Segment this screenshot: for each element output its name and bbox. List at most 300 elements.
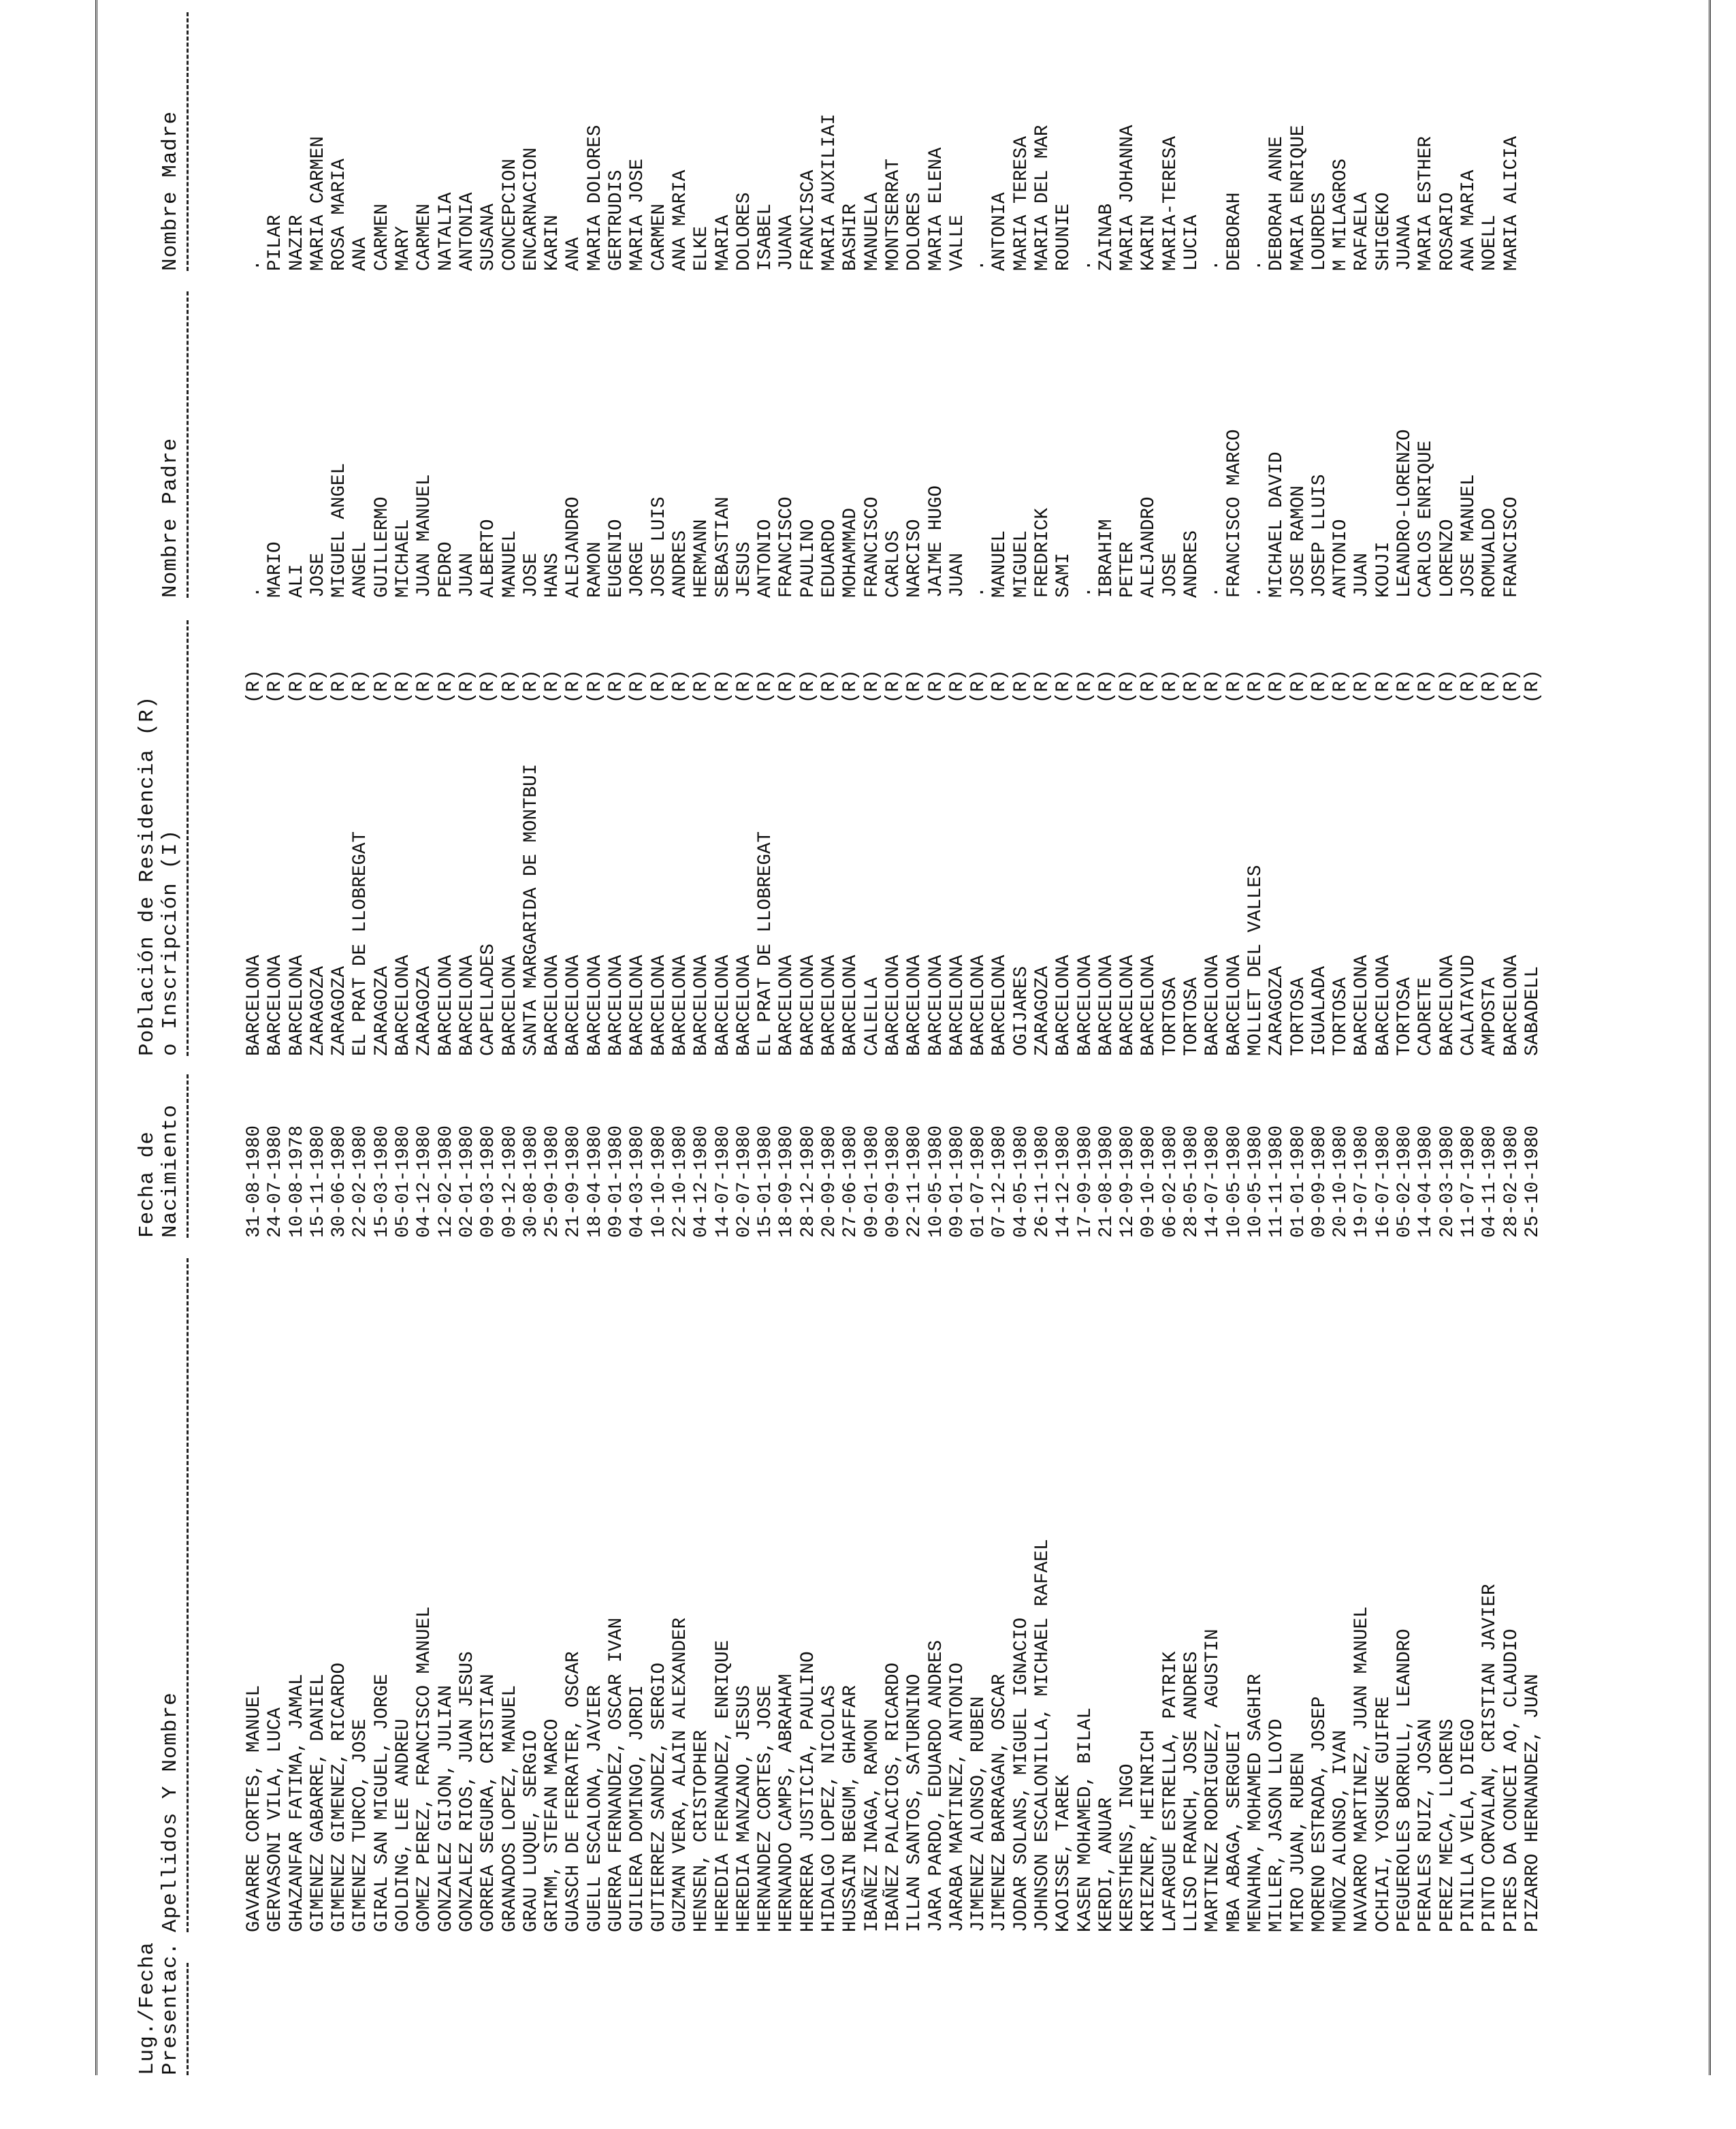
poblacion-cell: BARCELONA [989,955,1011,1056]
apellidos-nombre-cell: GIMENEZ GIMENEZ, RICARDO [329,1662,351,1932]
fecha-nacimiento-cell: 09-12-1980 [499,1125,521,1238]
poblacion-cell: BARCELONA [648,955,670,1056]
fecha-nacimiento-cell: 20-03-1980 [1436,1125,1458,1238]
nombre-madre-cell: ENCARNACION [520,147,542,271]
poblacion-cell: TORTOSA [1159,977,1181,1056]
poblacion-cell: ZARAGOZA [329,965,351,1056]
apellidos-nombre-cell: ILLAN SANTOS, SATURNINO [904,1674,926,1932]
poblacion-cell: BARCELONA [1351,955,1373,1056]
fecha-nacimiento-cell: 04-11-1980 [1479,1125,1501,1238]
poblacion-cell: BARCELONA [456,955,478,1056]
table-row [308,0,329,2075]
table-row [670,0,691,2075]
fecha-nacimiento-cell: 20-10-1980 [1330,1125,1352,1238]
table-row [1245,0,1266,2075]
fecha-nacimiento-cell: 30-08-1980 [520,1125,542,1238]
poblacion-cell: BARCELONA [1095,955,1117,1056]
apellidos-nombre-cell: GUILERA DOMINGO, JORDI [627,1684,649,1932]
nombre-padre-cell: MANUEL [989,530,1011,598]
apellidos-nombre-cell: GOMEZ PEREZ, FRANCISCO MANUEL [414,1606,436,1932]
apellidos-nombre-cell: GIMENEZ TURCO, JOSE [350,1718,372,1932]
fecha-nacimiento-cell: 18-09-1980 [776,1125,798,1238]
table-row [627,0,648,2075]
nombre-madre-cell: MARIA DOLORES [584,125,606,271]
apellidos-nombre-cell: GERVASONI VILA, LUCA [265,1707,287,1932]
apellidos-nombre-cell: GUERRA FERNANDEZ, OSCAR IVAN [606,1617,628,1932]
nombre-padre-cell: FRANCISCO [861,496,883,598]
apellidos-nombre-cell: JARA PARDO, EDUARDO ANDRES [925,1639,947,1932]
apellidos-nombre-cell: KERSTHENS, INGO [1117,1763,1139,1932]
residencia-tipo-cell: (R) [1266,669,1288,703]
nombre-madre-cell: MARIA JOSE [627,158,649,271]
nombre-madre-cell: MARIA DEL MAR [1031,125,1053,271]
residencia-tipo-cell: (R) [989,669,1011,703]
nombre-madre-cell: ISABEL [755,203,777,271]
fecha-nacimiento-cell: 04-03-1980 [627,1125,649,1238]
nombre-padre-cell: MIGUEL ANGEL [329,462,351,598]
nombre-madre-cell: . [1202,259,1224,271]
apellidos-nombre-cell: MORENO ESTRADA, JOSEP [1308,1696,1330,1932]
table-row [1053,0,1074,2075]
fecha-nacimiento-cell: 09-09-1980 [882,1125,904,1238]
table-row [1117,0,1138,2075]
nombre-padre-cell: MICHAEL [393,519,415,598]
poblacion-cell: BARCELONA [1500,955,1522,1056]
apellidos-nombre-cell: NAVARRO MARTINEZ, JUAN MANUEL [1351,1606,1373,1932]
fecha-nacimiento-cell: 01-07-1980 [968,1125,990,1238]
residencia-tipo-cell: (R) [733,669,755,703]
table-row [649,0,670,2075]
apellidos-nombre-cell: HENSEN, CRISTOPHER [691,1729,713,1932]
poblacion-cell: BARCELONA [1053,955,1075,1056]
nombre-padre-cell: ANDRES [669,530,691,598]
nombre-padre-cell: PETER [1117,541,1139,598]
nombre-madre-cell: MARY [393,225,415,271]
nombre-madre-cell: SHIGEKO [1372,192,1394,271]
nombre-madre-cell: NATALIA [435,192,457,271]
residencia-tipo-cell: (R) [265,669,287,703]
fecha-nacimiento-cell: 21-09-1980 [563,1125,585,1238]
residencia-tipo-cell: (R) [1223,669,1245,703]
table-row [457,0,478,2075]
nombre-padre-cell: EUGENIO [606,519,628,598]
table-row [1351,0,1372,2075]
table-row [287,0,308,2075]
fecha-nacimiento-cell: 09-09-1980 [1308,1125,1330,1238]
nombre-padre-cell: JORGE [627,541,649,598]
poblacion-cell: SABADELL [1522,965,1543,1056]
header-fecha-line1: Fecha de [135,1131,159,1238]
nombre-padre-cell: JOSE MANUEL [1458,474,1479,598]
nombre-padre-cell: SEBASTIAN [712,496,734,598]
residencia-tipo-cell: (R) [882,669,904,703]
nombre-madre-cell: DOLORES [904,192,926,271]
poblacion-cell: BARCELONA [925,955,947,1056]
fecha-nacimiento-cell: 10-05-1980 [1223,1125,1245,1238]
nombre-padre-cell: . [1202,586,1224,598]
poblacion-cell: BARCELONA [1138,955,1160,1056]
table-row [1032,0,1053,2075]
table-row [904,0,925,2075]
poblacion-cell: BARCELONA [946,955,968,1056]
nombre-madre-cell: MARIA [712,214,734,271]
table-row [1075,0,1096,2075]
fecha-nacimiento-cell: 10-08-1978 [286,1125,308,1238]
apellidos-nombre-cell: PERALES RUIZ, JOSAN [1415,1718,1437,1932]
apellidos-nombre-cell: KASEN MOHAMED, BILAL [1074,1707,1096,1932]
apellidos-nombre-cell: JIMENEZ BARRAGAN, OSCAR [989,1674,1011,1932]
nombre-padre-cell: PEDRO [435,541,457,598]
nombre-madre-cell: NOELL [1479,214,1501,271]
residencia-tipo-cell: (R) [1330,669,1352,703]
table-row [1330,0,1351,2075]
fecha-nacimiento-cell: 11-07-1980 [1458,1125,1479,1238]
fecha-nacimiento-cell: 17-09-1980 [1074,1125,1096,1238]
nombre-madre-cell: . [1074,259,1096,271]
poblacion-cell: ZARAGOZA [1266,965,1288,1056]
fecha-nacimiento-cell: 09-10-1980 [1138,1125,1160,1238]
apellidos-nombre-cell: JARABA MARTINEZ, ANTONIO [946,1662,968,1932]
fecha-nacimiento-cell: 19-07-1980 [1351,1125,1373,1238]
table-row [713,0,734,2075]
header-lug-fecha [136,1942,182,2075]
poblacion-cell: SANTA MARGARIDA DE MONTBUI [520,763,542,1056]
fecha-nacimiento-cell: 04-05-1980 [1010,1125,1032,1238]
nombre-padre-cell: HERMANN [691,519,713,598]
fecha-nacimiento-cell: 10-10-1980 [648,1125,670,1238]
apellidos-nombre-cell: GONZALEZ GIJON, JULIAN [435,1684,457,1932]
poblacion-cell: BARCELONA [882,955,904,1056]
poblacion-cell: BARCELONA [563,955,585,1056]
poblacion-cell: BARCELONA [819,955,841,1056]
fecha-nacimiento-cell: 09-01-1980 [861,1125,883,1238]
nombre-madre-cell: ANA MARIA [1458,170,1479,271]
nombre-madre-cell: PILAR [265,214,287,271]
nombre-padre-cell: HANS [542,552,564,598]
apellidos-nombre-cell: IBAÑEZ PALACIOS, RICARDO [882,1662,904,1932]
nombre-padre-cell: FREDRICK [1031,507,1053,598]
apellidos-nombre-cell: GOLDING, LEE ANDREU [393,1718,415,1932]
nombre-padre-cell: ALEJANDRO [563,496,585,598]
apellidos-nombre-cell: HERNANDEZ CORTES, JOSE [755,1684,777,1932]
residencia-tipo-cell: (R) [755,669,777,703]
fecha-nacimiento-cell: 05-02-1980 [1394,1125,1416,1238]
fecha-nacimiento-cell: 14-07-1980 [1202,1125,1224,1238]
apellidos-nombre-cell: GRIMM, STEFAN MARCO [542,1718,564,1932]
nombre-padre-cell: SAMI [1053,552,1075,598]
table-row [819,0,840,2075]
residencia-tipo-cell: (R) [350,669,372,703]
nombre-madre-cell: MARIA ENRIQUE [1287,125,1309,271]
nombre-padre-cell: LORENZO [1436,519,1458,598]
nombre-padre-cell: JOSE [1159,552,1181,598]
nombre-padre-cell: PAULINO [797,519,819,598]
apellidos-nombre-cell: MENAHNA, MOHAMED SAGHIR [1244,1674,1266,1932]
nombre-madre-cell: M MILAGROS [1330,158,1352,271]
residencia-tipo-cell: (R) [414,669,436,703]
table-row [1160,0,1181,2075]
fecha-nacimiento-cell: 28-12-1980 [797,1125,819,1238]
header-poblacion-line1: Población de Residencia (R) [135,695,159,1056]
poblacion-cell: BARCELONA [584,955,606,1056]
apellidos-nombre-cell: GIMENEZ GABARRE, DANIEL [307,1674,329,1932]
residencia-tipo-cell: (R) [371,669,393,703]
residencia-tipo-cell: (R) [1308,669,1330,703]
nombre-madre-cell: LOURDES [1308,192,1330,271]
table-row [244,0,265,2075]
poblacion-cell: IGUALADA [1308,965,1330,1056]
residencia-tipo-cell: (R) [1181,669,1203,703]
poblacion-cell: MOLLET DEL VALLES [1244,865,1266,1056]
nombre-madre-cell: NAZIR [286,214,308,271]
nombre-madre-cell: ANA MARIA [669,170,691,271]
nombre-padre-cell: IBRAHIM [1095,519,1117,598]
fecha-nacimiento-cell: 15-03-1980 [371,1125,393,1238]
poblacion-cell: EL PRAT DE LLOBREGAT [350,831,372,1056]
header-apellidos-label: Apellidos Y Nombre [159,1692,182,1932]
residencia-tipo-cell: (R) [946,669,968,703]
fecha-nacimiento-cell: 11-11-1980 [1266,1125,1288,1238]
nombre-madre-cell: DEBORAH [1223,192,1245,271]
fecha-nacimiento-cell: 04-12-1980 [691,1125,713,1238]
bottom-double-rule [1709,0,1711,2075]
poblacion-cell: CADRETE [1415,977,1437,1056]
nombre-madre-cell: MARIA CARMEN [307,135,329,271]
poblacion-cell: BARCELONA [393,955,415,1056]
fecha-nacimiento-cell: 02-01-1980 [456,1125,478,1238]
fecha-nacimiento-cell: 04-12-1980 [414,1125,436,1238]
apellidos-nombre-cell: MBA ABAGA, SERGUEI [1223,1729,1245,1932]
table-row [1266,0,1287,2075]
poblacion-cell: BARCELONA [1372,955,1394,1056]
residencia-tipo-cell: (R) [584,669,606,703]
header-nombre-madre-label: Nombre Madre [159,110,182,271]
fecha-nacimiento-cell: 09-01-1980 [606,1125,628,1238]
poblacion-cell: ZARAGOZA [371,965,393,1056]
apellidos-nombre-cell: PEGUEROLES BORRULL, LEANDRO [1394,1629,1416,1932]
fecha-nacimiento-cell: 07-12-1980 [989,1125,1011,1238]
nombre-padre-cell: ALBERTO [478,519,500,598]
residencia-tipo-cell: (R) [1479,669,1501,703]
nombre-madre-cell: MANUELA [861,192,883,271]
poblacion-cell: OGIJARES [1010,965,1032,1056]
nombre-padre-cell: FRANCISCO [1500,496,1522,598]
apellidos-nombre-cell: GUTIERREZ SANDEZ, SERGIO [648,1662,670,1932]
poblacion-cell: TORTOSA [1287,977,1309,1056]
nombre-madre-cell: ELKE [691,225,713,271]
residencia-tipo-cell: (R) [1159,669,1181,703]
table-row [585,0,606,2075]
apellidos-nombre-cell: MIRO JUAN, RUBEN [1287,1752,1309,1932]
table-row [1011,0,1032,2075]
apellidos-nombre-cell: GRAU LUQUE, SERGIO [520,1729,542,1932]
fecha-nacimiento-cell: 15-11-1980 [307,1125,329,1238]
residencia-tipo-cell: (R) [840,669,862,703]
residencia-tipo-cell: (R) [861,669,883,703]
nombre-madre-cell: DEBORAH ANNE [1266,135,1288,271]
table-row [1479,0,1500,2075]
apellidos-nombre-cell: MARTINEZ RODRIGUEZ, AGUSTIN [1202,1629,1224,1932]
residencia-tipo-cell: (R) [819,669,841,703]
fecha-nacimiento-cell: 22-11-1980 [904,1125,926,1238]
header-nombre-madre [136,111,182,271]
poblacion-cell: CALATAYUD [1458,955,1479,1056]
poblacion-cell: BARCELONA [712,955,734,1056]
residencia-tipo-cell: (R) [1458,669,1479,703]
table-row [563,0,584,2075]
poblacion-cell: BARCELONA [435,955,457,1056]
nombre-padre-cell: . [1244,586,1266,598]
nombre-padre-cell: FRANCISCO [776,496,798,598]
nombre-madre-cell: MARIA AUXILIAI [819,113,841,271]
table-row [329,0,350,2075]
fecha-nacimiento-cell: 14-07-1980 [712,1125,734,1238]
table-row [542,0,563,2075]
table-row [1522,0,1543,2075]
nombre-padre-cell: JUAN [946,552,968,598]
residencia-tipo-cell: (R) [1074,669,1096,703]
nombre-padre-cell: MIGUEL [1010,530,1032,598]
nombre-madre-cell: ROSARIO [1436,192,1458,271]
nombre-madre-cell: SUSANA [478,203,500,271]
residencia-tipo-cell: (R) [968,669,990,703]
poblacion-cell: TORTOSA [1394,977,1416,1056]
poblacion-cell: BARCELONA [1436,955,1458,1056]
poblacion-cell: EL PRAT DE LLOBREGAT [755,831,777,1056]
poblacion-cell: BARCELONA [1117,955,1139,1056]
fecha-nacimiento-cell: 12-02-1980 [435,1125,457,1238]
table-row [1437,0,1458,2075]
fecha-nacimiento-cell: 18-04-1980 [584,1125,606,1238]
header-lug-fecha-line2: Presentac. [159,1941,182,2075]
poblacion-cell: BARCELONA [542,955,564,1056]
residencia-tipo-cell: (R) [1010,669,1032,703]
table-row [606,0,627,2075]
poblacion-cell: CALELLA [861,977,883,1056]
nombre-padre-cell: ROMUALDO [1479,507,1501,598]
table-row [1415,0,1436,2075]
nombre-padre-cell: EDUARDO [819,519,841,598]
nombre-madre-cell: LUCIA [1181,214,1203,271]
residencia-tipo-cell: (R) [1053,669,1075,703]
nombre-madre-cell: MARIA ESTHER [1415,135,1437,271]
apellidos-nombre-cell: HUSSAIN BEGUM, GHAFFAR [840,1684,862,1932]
apellidos-nombre-cell: HERRERA JUSTICIA, PAULINO [797,1651,819,1932]
nombre-madre-cell: KARIN [542,214,564,271]
fecha-nacimiento-cell: 14-12-1980 [1053,1125,1075,1238]
residencia-tipo-cell: (R) [904,669,926,703]
nombre-padre-cell: JOSE [520,552,542,598]
residencia-tipo-cell: (R) [435,669,457,703]
fecha-nacimiento-cell: 05-01-1980 [393,1125,415,1238]
residencia-tipo-cell: (R) [1394,669,1416,703]
nombre-madre-cell: FRANCISCA [797,170,819,271]
nombre-madre-cell: VALLE [946,214,968,271]
poblacion-cell: BARCELONA [499,955,521,1056]
residencia-tipo-cell: (R) [499,669,521,703]
poblacion-cell: ZARAGOZA [1031,965,1053,1056]
fecha-nacimiento-cell: 02-07-1980 [733,1125,755,1238]
nombre-padre-cell: JOSE RAMON [1287,485,1309,598]
nombre-padre-cell: ALEJANDRO [1138,496,1160,598]
poblacion-cell: ZARAGOZA [307,965,329,1056]
poblacion-cell: BARCELONA [733,955,755,1056]
nombre-padre-cell: ANTONIO [1330,519,1352,598]
apellidos-nombre-cell: PIZARRO HERNANDEZ, JUAN [1522,1674,1543,1932]
fecha-nacimiento-cell: 16-07-1980 [1372,1125,1394,1238]
poblacion-cell: BARCELONA [797,955,819,1056]
nombre-padre-cell: MICHAEL DAVID [1266,451,1288,598]
apellidos-nombre-cell: MILLER, JASON LLOYD [1266,1718,1288,1932]
nombre-padre-cell: CARLOS [882,530,904,598]
header-lug-fecha-line1: Lug./Fecha [135,1941,159,2075]
nombre-padre-cell: JUAN [456,552,478,598]
fecha-nacimiento-cell: 28-05-1980 [1181,1125,1203,1238]
apellidos-nombre-cell: HEREDIA MANZANO, JESUS [733,1684,755,1932]
header-apellidos [136,1692,182,1932]
table-row [350,0,371,2075]
apellidos-nombre-cell: LLISO FRANCH, JOSE ANDRES [1181,1651,1203,1932]
apellidos-nombre-cell: GRANADOS LOPEZ, MANUEL [499,1684,521,1932]
table-row [1138,0,1159,2075]
apellidos-nombre-cell: HIDALGO LOPEZ, NICOLAS [819,1684,841,1932]
residencia-tipo-cell: (R) [1244,669,1266,703]
apellidos-nombre-cell: OCHIAI, YOSUKE GUIFRE [1372,1696,1394,1932]
nombre-padre-cell: . [968,586,990,598]
nombre-madre-cell: BASHIR [840,203,862,271]
header-fecha-line2: Nacimiento [159,1104,182,1238]
residencia-tipo-cell: (R) [393,669,415,703]
residencia-tipo-cell: (R) [1522,669,1543,703]
residencia-tipo-cell: (R) [712,669,734,703]
table-row [1458,0,1479,2075]
nombre-madre-cell: JUANA [776,214,798,271]
apellidos-nombre-cell: JODAR SOLANS, MIGUEL IGNACIO [1010,1617,1032,1932]
fecha-nacimiento-cell: 31-08-1980 [244,1125,265,1238]
table-row [1181,0,1202,2075]
poblacion-cell: BARCELONA [244,955,265,1056]
nombre-madre-cell: MARIA ALICIA [1500,135,1522,271]
apellidos-nombre-cell: GUASCH DE FERRATER, OSCAR [563,1651,585,1932]
apellidos-nombre-cell: GIRAL SAN MIGUEL, JORGE [371,1674,393,1932]
fecha-nacimiento-cell: 01-01-1980 [1287,1125,1309,1238]
apellidos-nombre-cell: PEREZ MECA, LLORENS [1436,1718,1458,1932]
nombre-madre-cell: ZAINAB [1095,203,1117,271]
fecha-nacimiento-cell: 26-11-1980 [1031,1125,1053,1238]
apellidos-nombre-cell: GUZMAN VERA, ALAIN ALEXANDER [669,1617,691,1932]
fecha-nacimiento-cell: 20-09-1980 [819,1125,841,1238]
header-underline-padre [187,291,189,598]
fecha-nacimiento-cell: 14-04-1980 [1415,1125,1437,1238]
table-row [372,0,393,2075]
apellidos-nombre-cell: KAOISSE, TAREK [1053,1774,1075,1932]
residencia-tipo-cell: (R) [1138,669,1160,703]
nombre-madre-cell: GERTRUDIS [606,170,628,271]
table-row [436,0,457,2075]
nombre-madre-cell: ANTONIA [456,192,478,271]
poblacion-cell: TORTOSA [1181,977,1203,1056]
residencia-tipo-cell: (R) [606,669,628,703]
nombre-madre-cell: CARMEN [414,203,436,271]
nombre-madre-cell: . [244,259,265,271]
residencia-tipo-cell: (R) [1031,669,1053,703]
nombre-madre-cell: JUANA [1394,214,1416,271]
header-underline-poblacion [187,620,189,1056]
residencia-tipo-cell: (R) [542,669,564,703]
table-row [1202,0,1223,2075]
fecha-nacimiento-cell: 22-02-1980 [350,1125,372,1238]
table-row [414,0,435,2075]
